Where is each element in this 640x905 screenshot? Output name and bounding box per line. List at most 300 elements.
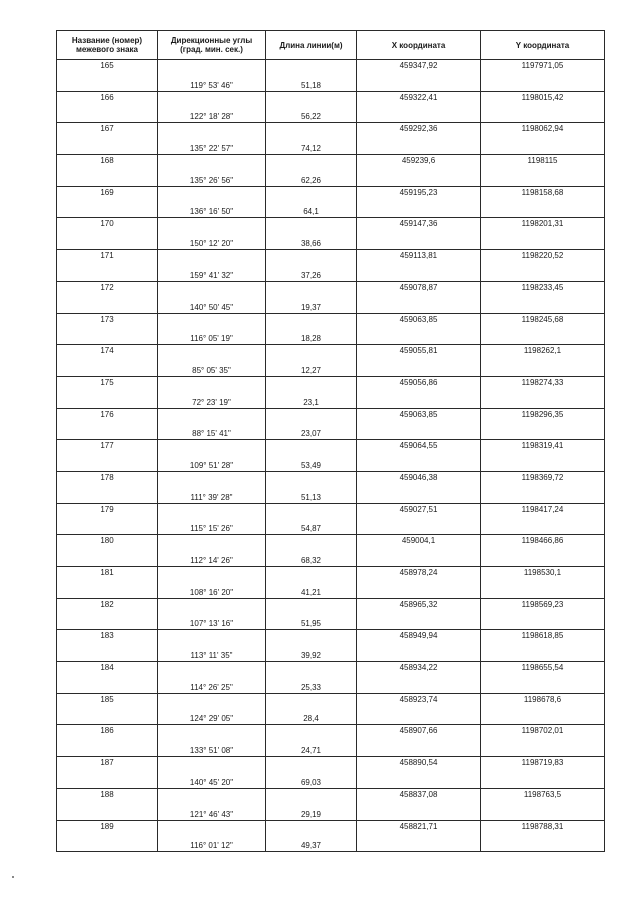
line-length-cell: 53,49 [266,456,357,472]
x-coordinate-cell [357,281,481,297]
empty-cell [266,186,357,202]
table-row [57,313,605,329]
x-value: 458837,08 [399,789,438,799]
table-row [57,456,605,472]
empty-cell [158,281,266,297]
line-length-cell: 23,1 [266,392,357,408]
point-name-cell: 182 [57,598,158,614]
empty-cell [357,297,481,313]
empty-cell [57,265,158,281]
table-row [57,440,605,456]
point-name-cell: 171 [57,250,158,266]
direction-angle-cell: 116° 01' 12" [158,836,266,852]
empty-cell [266,218,357,234]
point-name-cell: 180 [57,535,158,551]
table-row [57,725,605,741]
empty-cell [57,709,158,725]
header-line-length: Длина линии(м) [266,31,357,60]
table-row [57,234,605,250]
empty-cell [266,155,357,171]
empty-cell [481,582,605,598]
empty-cell [481,551,605,567]
y-coordinate-cell [481,630,605,646]
empty-cell [266,725,357,741]
line-length-cell: 49,37 [266,836,357,852]
line-length-cell: 29,19 [266,804,357,820]
x-coordinate-cell [357,788,481,804]
empty-cell [481,297,605,313]
empty-cell [57,202,158,218]
empty-cell [266,281,357,297]
x-value: 459347,92 [399,61,438,70]
table-row [57,503,605,519]
empty-cell [357,424,481,440]
empty-cell [57,551,158,567]
direction-angle-cell: 133° 51' 08" [158,741,266,757]
line-length-cell: 68,32 [266,551,357,567]
table-row [57,551,605,567]
x-value: 459063,85 [399,409,438,419]
empty-cell [357,551,481,567]
empty-cell [57,392,158,408]
y-coordinate-cell [481,376,605,392]
line-length-cell: 74,12 [266,139,357,155]
direction-angle-cell: 136° 16' 50" [158,202,266,218]
y-coordinate-cell [481,123,605,139]
y-value: 1198417,24 [521,504,564,514]
empty-cell [357,741,481,757]
x-value: 458949,94 [399,631,438,641]
header-point-line-1: Название (номер) [71,36,143,45]
x-coordinate-cell [357,91,481,107]
x-value: 459046,38 [399,472,438,482]
table-row [57,170,605,186]
empty-cell [357,329,481,345]
y-value: 1198702,01 [521,726,564,736]
empty-cell [266,820,357,836]
empty-cell [158,376,266,392]
table-body [57,60,605,852]
table-row [57,107,605,123]
empty-cell [357,361,481,377]
y-coordinate-cell [481,440,605,456]
line-length-cell: 64,1 [266,202,357,218]
x-value: 458934,22 [399,663,438,673]
direction-angle-cell: 121° 46' 43" [158,804,266,820]
y-coordinate-cell [481,186,605,202]
empty-cell [57,804,158,820]
empty-cell [266,440,357,456]
point-name-cell: 172 [57,281,158,297]
empty-cell [481,804,605,820]
x-value: 459113,81 [399,251,438,261]
line-length-cell: 62,26 [266,170,357,186]
point-name-cell: 176 [57,408,158,424]
direction-angle-cell: 108° 16' 20" [158,582,266,598]
table-row [57,345,605,361]
y-value: 1198788,31 [521,821,564,831]
empty-cell [481,487,605,503]
point-name-cell: 170 [57,218,158,234]
empty-cell [57,487,158,503]
x-value: 459239,6 [401,156,436,166]
table-row [57,392,605,408]
point-name-cell: 187 [57,757,158,773]
y-coordinate-cell [481,471,605,487]
x-value: 458907,66 [399,726,438,736]
point-name-cell: 181 [57,567,158,583]
empty-cell [357,487,481,503]
table-row [57,329,605,345]
y-value: 1198015,42 [521,92,564,102]
x-value: 459063,85 [399,314,438,324]
line-length-cell: 25,33 [266,677,357,693]
line-length-cell: 23,07 [266,424,357,440]
empty-cell [158,598,266,614]
y-value: 1198618,85 [521,631,564,641]
x-coordinate-cell [357,820,481,836]
x-coordinate-cell [357,60,481,76]
empty-cell [481,424,605,440]
line-length-cell: 69,03 [266,772,357,788]
table-row [57,281,605,297]
empty-cell [266,662,357,678]
empty-cell [266,91,357,107]
table-row [57,741,605,757]
line-length-cell: 41,21 [266,582,357,598]
x-coordinate-cell [357,693,481,709]
y-value: 1198115 [527,156,558,166]
empty-cell [266,788,357,804]
empty-cell [57,170,158,186]
empty-cell [357,75,481,91]
empty-cell [266,567,357,583]
empty-cell [158,757,266,773]
x-coordinate-cell [357,471,481,487]
direction-angle-cell: 107° 13' 16" [158,614,266,630]
x-coordinate-cell [357,123,481,139]
point-name-cell: 175 [57,376,158,392]
table-row [57,60,605,76]
empty-cell [158,313,266,329]
empty-cell [158,471,266,487]
y-coordinate-cell [481,757,605,773]
header-direction-angle [158,31,266,60]
empty-cell [481,614,605,630]
table-row [57,202,605,218]
empty-cell [357,836,481,852]
x-value: 458978,24 [399,568,438,577]
table-row [57,139,605,155]
empty-cell [266,693,357,709]
empty-cell [357,234,481,250]
table-row [57,265,605,281]
empty-cell [481,234,605,250]
table-row [57,757,605,773]
y-coordinate-cell [481,250,605,266]
point-name-cell: 179 [57,503,158,519]
empty-cell [357,582,481,598]
table-row [57,836,605,852]
empty-cell [481,836,605,852]
empty-cell [481,677,605,693]
empty-cell [158,155,266,171]
y-coordinate-cell [481,218,605,234]
y-value: 1198655,54 [521,663,564,673]
y-coordinate-cell [481,662,605,678]
y-value: 1198369,72 [521,472,564,482]
empty-cell [357,677,481,693]
table-row [57,424,605,440]
y-value: 1198274,33 [521,377,564,387]
x-coordinate-cell [357,250,481,266]
x-coordinate-cell [357,376,481,392]
point-name-cell: 184 [57,662,158,678]
empty-cell [266,313,357,329]
y-coordinate-cell [481,598,605,614]
table-row [57,630,605,646]
table-row [57,75,605,91]
empty-cell [357,804,481,820]
table-row [57,361,605,377]
y-value: 1198763,5 [523,789,562,799]
table-row [57,250,605,266]
point-name-cell: 165 [57,60,158,76]
x-value: 459195,23 [399,187,438,197]
empty-cell [57,582,158,598]
line-length-cell: 51,95 [266,614,357,630]
empty-cell [481,741,605,757]
x-coordinate-cell [357,598,481,614]
y-coordinate-cell [481,91,605,107]
y-coordinate-cell [481,60,605,76]
y-coordinate-cell [481,503,605,519]
x-value: 459004,1 [401,536,436,546]
empty-cell [158,693,266,709]
empty-cell [158,186,266,202]
empty-cell [158,630,266,646]
y-coordinate-cell [481,788,605,804]
empty-cell [357,519,481,535]
x-coordinate-cell [357,503,481,519]
x-value: 458821,71 [399,821,438,831]
empty-cell [57,424,158,440]
x-value: 459027,51 [399,504,438,514]
y-value: 1198201,31 [521,219,564,229]
direction-angle-cell: 111° 39' 28" [158,487,266,503]
point-name-cell: 188 [57,788,158,804]
empty-cell [57,234,158,250]
table-row [57,646,605,662]
direction-angle-cell: 124° 29' 05" [158,709,266,725]
empty-cell [57,646,158,662]
table-row [57,471,605,487]
y-value: 1198678,6 [523,694,562,704]
empty-cell [481,392,605,408]
coordinates-table [56,30,605,852]
empty-cell [481,519,605,535]
empty-cell [57,139,158,155]
direction-angle-cell: 116° 05' 19" [158,329,266,345]
line-length-cell: 19,37 [266,297,357,313]
table-row [57,186,605,202]
point-name-cell: 167 [57,123,158,139]
y-value: 1198569,23 [521,599,564,609]
empty-cell [266,503,357,519]
x-coordinate-cell [357,345,481,361]
empty-cell [481,265,605,281]
empty-cell [266,535,357,551]
header-angle-line-1: Дирекционные углы [170,36,253,45]
empty-cell [357,202,481,218]
y-value: 1198466,86 [521,536,564,546]
empty-cell [266,757,357,773]
empty-cell [158,440,266,456]
header-point-line-2: межевого знака [75,45,139,54]
empty-cell [57,107,158,123]
empty-cell [158,123,266,139]
table-row [57,567,605,583]
empty-cell [357,614,481,630]
empty-cell [57,519,158,535]
direction-angle-cell: 109° 51' 28" [158,456,266,472]
empty-cell [158,250,266,266]
y-value: 1198158,68 [521,187,564,197]
empty-cell [57,677,158,693]
point-name-cell: 168 [57,155,158,171]
direction-angle-cell: 140° 50' 45" [158,297,266,313]
x-coordinate-cell [357,567,481,583]
direction-angle-cell: 122° 18' 28" [158,107,266,123]
table-row [57,582,605,598]
empty-cell [266,60,357,76]
y-coordinate-cell [481,725,605,741]
y-value: 1198220,52 [521,251,564,261]
x-value: 459055,81 [399,346,438,356]
direction-angle-cell: 85° 05' 35" [158,361,266,377]
table-row [57,677,605,693]
table-row [57,376,605,392]
y-value: 1198719,83 [521,758,564,768]
y-coordinate-cell [481,313,605,329]
y-value: 1198530,1 [523,568,562,577]
direction-angle-cell: 115° 15' 26" [158,519,266,535]
x-value: 459147,36 [399,219,438,229]
table-row [57,218,605,234]
empty-cell [158,218,266,234]
empty-cell [266,471,357,487]
y-coordinate-cell [481,408,605,424]
empty-cell [158,788,266,804]
point-name-cell: 178 [57,471,158,487]
line-length-cell: 18,28 [266,329,357,345]
x-value: 458965,32 [399,599,438,609]
x-coordinate-cell [357,662,481,678]
empty-cell [481,139,605,155]
line-length-cell: 39,92 [266,646,357,662]
empty-cell [481,646,605,662]
x-coordinate-cell [357,757,481,773]
point-name-cell: 177 [57,440,158,456]
y-value: 1198262,1 [523,346,562,356]
line-length-cell: 12,27 [266,361,357,377]
direction-angle-cell: 159° 41' 32" [158,265,266,281]
empty-cell [481,170,605,186]
empty-cell [158,725,266,741]
empty-cell [481,456,605,472]
empty-cell [481,361,605,377]
x-value: 459322,41 [399,92,438,102]
x-value: 458890,54 [399,758,438,768]
y-coordinate-cell [481,535,605,551]
header-angle-line-2: (град. мин. сек.) [180,45,243,54]
x-coordinate-cell [357,630,481,646]
point-name-cell: 166 [57,91,158,107]
y-value: 1198319,41 [521,441,564,451]
x-value: 459056,86 [399,377,438,387]
point-name-cell: 169 [57,186,158,202]
table-row [57,519,605,535]
table-row [57,804,605,820]
empty-cell [158,408,266,424]
direction-angle-cell: 140° 45' 20" [158,772,266,788]
y-value: 1198245,68 [521,314,564,324]
empty-cell [57,614,158,630]
x-value: 459078,87 [399,282,438,292]
point-name-cell: 174 [57,345,158,361]
line-length-cell: 28,4 [266,709,357,725]
empty-cell [57,297,158,313]
empty-cell [57,836,158,852]
y-value: 1197971,05 [521,61,564,70]
table-row [57,408,605,424]
line-length-cell: 56,22 [266,107,357,123]
header-point-name [57,31,158,60]
empty-cell [266,408,357,424]
x-value: 458923,74 [399,694,438,704]
x-coordinate-cell [357,155,481,171]
y-value: 1198233,45 [521,282,564,292]
empty-cell [266,345,357,361]
header-y-coordinate: Y координата [481,31,605,60]
empty-cell [357,646,481,662]
y-coordinate-cell [481,281,605,297]
table-row [57,487,605,503]
empty-cell [158,535,266,551]
table-row [57,297,605,313]
x-value: 459064,55 [399,441,438,451]
empty-cell [481,75,605,91]
empty-cell [481,772,605,788]
table-row [57,91,605,107]
y-value: 1198296,35 [521,409,564,419]
scan-speck [12,876,14,878]
table-row [57,535,605,551]
empty-cell [158,503,266,519]
direction-angle-cell: 88° 15' 41" [158,424,266,440]
line-length-cell: 37,26 [266,265,357,281]
empty-cell [481,202,605,218]
table-header [57,31,605,60]
empty-cell [357,139,481,155]
point-name-cell: 183 [57,630,158,646]
direction-angle-cell: 119° 53' 46" [158,75,266,91]
line-length-cell: 38,66 [266,234,357,250]
point-name-cell: 189 [57,820,158,836]
table-row [57,820,605,836]
empty-cell [266,598,357,614]
table-row [57,614,605,630]
